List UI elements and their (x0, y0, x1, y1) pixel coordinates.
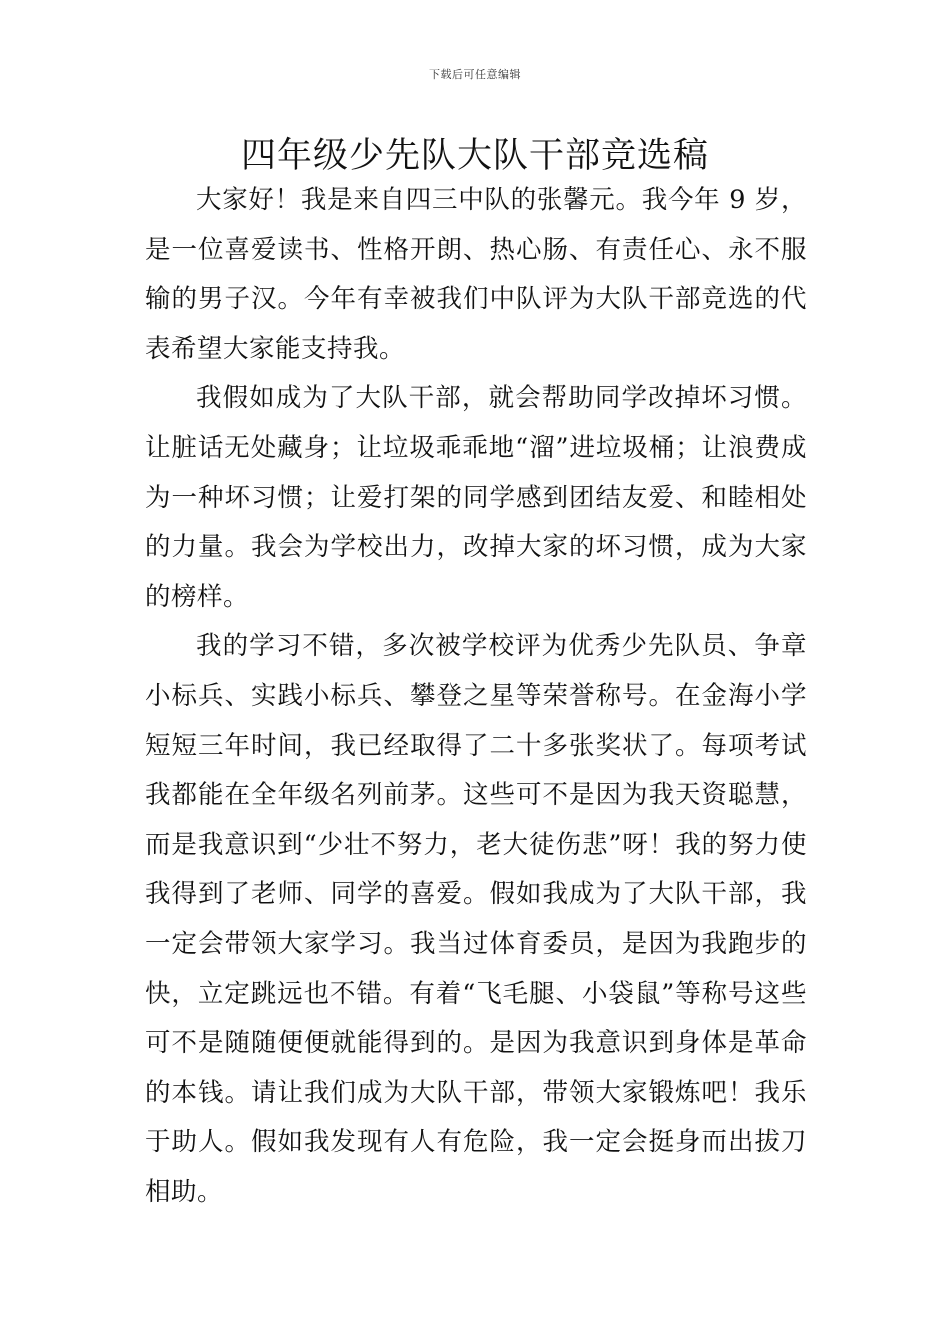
header-note: 下载后可任意编辑 (429, 68, 521, 81)
paragraph-intro: 大家好！我是来自四三中队的张馨元。我今年 9 岁，是一位喜爱读书、性格开朗、热心肠、有责任心、永不服输的男子汉。今年有幸被我们中队评为大队干部竞选的代表希望大家能支持我。 (145, 185, 807, 364)
document-title: 四年级少先队大队干部竞选稿 (240, 136, 709, 176)
document-body (145, 176, 807, 1217)
paragraph-study-sports: 我的学习不错，多次被学校评为优秀少先队员、争章小标兵、实践小标兵、攀登之星等荣誉称号。在金海小学短短三年时间，我已经取得了二十多张奖状了。每项考试我都能在全年级名列前茅。这些可不是因为我天资聪慧，而是我意识到“少壮不努力，老大徒伤悲”呀！我的努力使我得到了老师、同学的喜爱。假如我成为了大队干部，我一定会带领大家学习。我当过体育委员，是因为我跑步的快，立定跳远也不错。有着“飞毛腿、小袋鼠”等称号这些可不是随随便便就能得到的。是因为我意识到身体是革命的本钱。请让我们成为大队干部，带领大家锻炼吧！我乐于助人。假如我发现有人有危险，我一定会挺身而出拔刀相助。 (145, 631, 807, 1207)
paragraph-habits: 我假如成为了大队干部，就会帮助同学改掉坏习惯。让脏话无处藏身；让垃圾乖乖地“溜”进垃圾桶；让浪费成为一种坏习惯；让爱打架的同学感到团结友爱、和睦相处的力量。我会为学校出力，改掉大家的坏习惯，成为大家的榜样。 (145, 383, 807, 612)
